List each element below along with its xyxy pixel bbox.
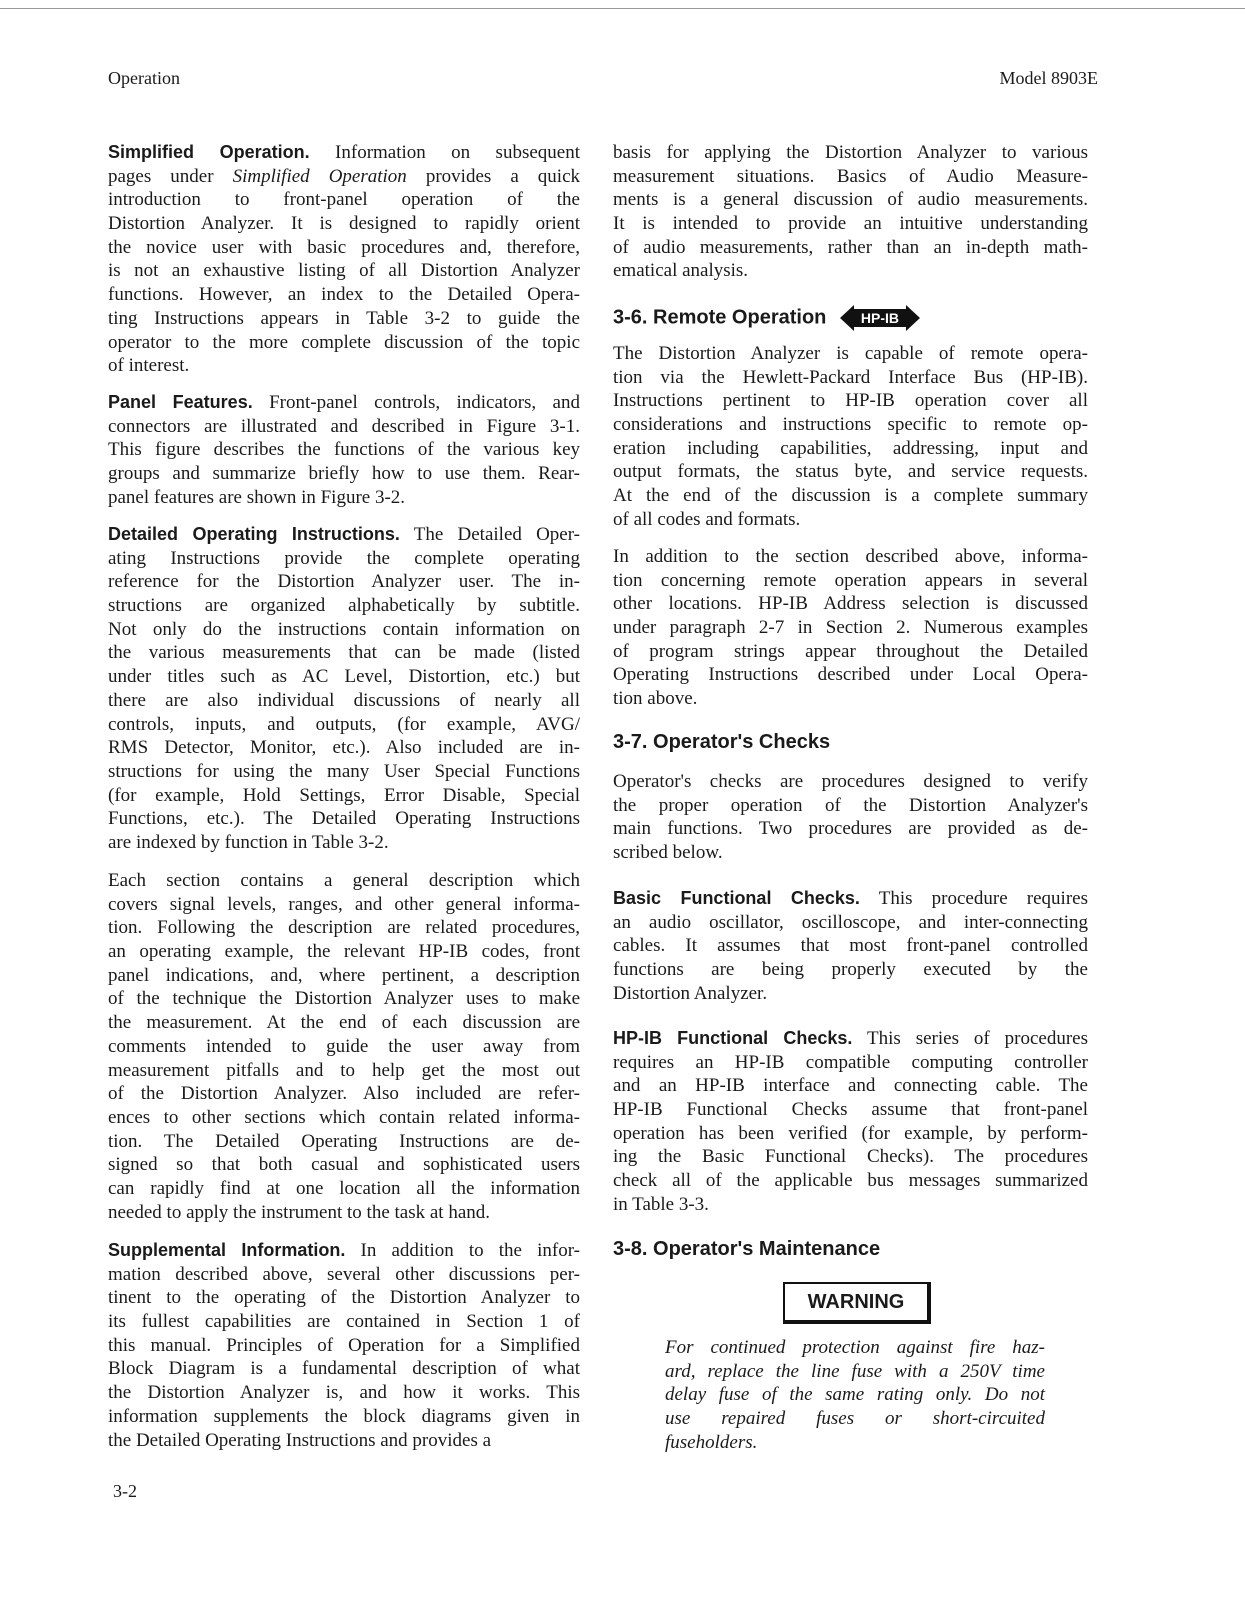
- text-segment: The Detailed Oper-: [399, 524, 580, 545]
- heading-operators-maintenance: 3-8. Operator's Maintenance: [613, 1238, 881, 1260]
- text-line: [613, 460, 1088, 484]
- text-segment: basis for applying the Distortion Analyzer to various: [613, 142, 1088, 163]
- text-segment: measurement pitfalls and to help get the most out: [108, 1059, 580, 1081]
- text-line: [108, 1239, 580, 1263]
- run-in-heading: Simplified Operation.: [108, 142, 310, 162]
- text-line: [108, 1405, 580, 1429]
- hpib-badge-label: HP-IB: [860, 310, 900, 326]
- text-line: [108, 807, 580, 831]
- text-line: [108, 831, 580, 855]
- text-line: [108, 689, 580, 713]
- text-segment: ard, replace the line fuse with a 250V time: [665, 1360, 1045, 1382]
- text-line: [108, 212, 580, 236]
- text-line: [108, 331, 580, 355]
- text-line: [613, 887, 1088, 911]
- text-line: [613, 188, 1088, 212]
- text-line: [108, 1310, 580, 1334]
- text-line: [613, 366, 1088, 390]
- text-segment: an audio oscillator, oscilloscope, and inter-connecting: [613, 911, 1088, 933]
- text-segment: can rapidly find at one location all the information: [108, 1177, 580, 1199]
- text-segment: tinent to the operating of the Distortion Analyzer to: [108, 1287, 580, 1309]
- text-line: [108, 438, 580, 462]
- text-segment: its fullest capabilities are contained in Section 1 of: [108, 1311, 580, 1333]
- text-segment: Operating Instructions described under Local Opera-: [613, 664, 1088, 686]
- text-line: [613, 212, 1088, 236]
- run-in-heading: Basic Functional Checks.: [613, 888, 860, 908]
- text-line: [108, 940, 580, 964]
- text-segment: of all codes and formats.: [613, 508, 801, 530]
- text-segment: The Distortion Analyzer is capable of remote opera-: [613, 343, 1088, 364]
- text-segment: tion via the Hewlett-Packard Interface Bus (HP-IB).: [613, 366, 1088, 388]
- para-supplemental-information: [108, 1239, 580, 1452]
- text-line: [613, 911, 1088, 935]
- text-segment: Distortion Analyzer.: [613, 982, 768, 1004]
- text-segment: controls, inputs, and outputs, (for example, AVG/: [108, 713, 580, 735]
- text-segment: of the technique the Distortion Analyzer uses to make: [108, 988, 580, 1010]
- text-segment: an operating example, the relevant HP-IB codes, front: [108, 941, 580, 963]
- para-detailed-operating-instructions: [108, 523, 580, 855]
- text-segment: At the end of the discussion is a complete summary: [613, 485, 1088, 507]
- text-line: [108, 1381, 580, 1405]
- text-line: [108, 547, 580, 571]
- text-segment: This series of procedures: [852, 1028, 1088, 1049]
- text-line: [613, 770, 1088, 794]
- text-segment: (for example, Hold Settings, Error Disable, Special: [108, 784, 580, 806]
- text-line: [613, 141, 1088, 165]
- text-line: [108, 1082, 580, 1106]
- text-line: [108, 1130, 580, 1154]
- heading-remote-operation: [613, 303, 920, 333]
- heading-remote-operation-text: 3-6. Remote Operation: [613, 306, 827, 329]
- text-segment: pages under: [108, 165, 233, 187]
- text-line: [108, 893, 580, 917]
- text-line: [108, 165, 580, 189]
- text-line: [108, 141, 580, 165]
- para-basic-functional-checks: [613, 887, 1088, 1005]
- text-line: [108, 1106, 580, 1130]
- para-basis: [613, 141, 1088, 283]
- text-line: [613, 817, 1088, 841]
- text-line: [108, 1035, 580, 1059]
- text-segment: mation described above, several other discussions per-: [108, 1263, 580, 1285]
- text-segment: ematical analysis.: [613, 260, 749, 282]
- text-segment: provides a quick: [406, 165, 581, 187]
- text-segment: comments intended to guide the user away from: [108, 1035, 580, 1057]
- text-segment: functions. However, an index to the Detailed Opera-: [108, 284, 580, 306]
- text-segment: the Distortion Analyzer is, and how it works. This: [108, 1382, 580, 1404]
- text-segment: use repaired fuses or short-circuited: [665, 1408, 1045, 1430]
- para-panel-features: [108, 391, 580, 509]
- text-segment: requires an HP-IB compatible computing controller: [613, 1051, 1088, 1073]
- text-segment: of the Distortion Analyzer. Also included are refer-: [108, 1083, 580, 1105]
- text-line: [613, 413, 1088, 437]
- text-line: [108, 391, 580, 415]
- text-line: [108, 462, 580, 486]
- text-line: [665, 1383, 1045, 1407]
- text-segment: in Table 3-3.: [613, 1193, 709, 1215]
- text-line: [613, 1051, 1088, 1075]
- text-line: [108, 641, 580, 665]
- text-line: [108, 523, 580, 547]
- text-line: [108, 354, 580, 378]
- text-segment: the novice user with basic procedures and, therefore,: [108, 236, 580, 258]
- text-line: [613, 1074, 1088, 1098]
- para-hpib-functional-checks: [613, 1027, 1088, 1217]
- text-line: [613, 1169, 1088, 1193]
- text-line: [613, 545, 1088, 569]
- text-line: [108, 618, 580, 642]
- text-line: [613, 389, 1088, 413]
- text-segment: the various measurements that can be made (listed: [108, 642, 580, 664]
- text-line: [108, 259, 580, 283]
- text-segment: reference for the Distortion Analyzer user. The in-: [108, 571, 580, 593]
- text-segment: panel indications, and, where pertinent, a description: [108, 964, 580, 986]
- text-line: [613, 958, 1088, 982]
- text-line: [613, 1098, 1088, 1122]
- text-segment: This figure describes the functions of the various key: [108, 439, 580, 461]
- text-segment: check all of the applicable bus messages summarized: [613, 1170, 1088, 1192]
- text-line: [108, 1286, 580, 1310]
- text-segment: tion above.: [613, 688, 698, 710]
- text-segment: needed to apply the instrument to the task at hand.: [108, 1201, 491, 1223]
- text-segment: functions are being properly executed by the: [613, 959, 1088, 981]
- para-operators-checks: [613, 770, 1088, 865]
- text-segment: Each section contains a general description which: [108, 870, 580, 891]
- text-line: [108, 1429, 580, 1453]
- para-each-section: [108, 869, 580, 1224]
- text-line: [613, 165, 1088, 189]
- run-in-heading: HP-IB Functional Checks.: [613, 1028, 853, 1048]
- text-segment: of program strings appear throughout the Detailed: [613, 640, 1088, 662]
- text-line: [108, 1201, 580, 1225]
- text-segment: of audio measurements, rather than an in-depth math-: [613, 236, 1088, 258]
- text-segment: this manual. Principles of Operation for a Simplified: [108, 1334, 580, 1356]
- text-segment: main functions. Two procedures are provided as de-: [613, 818, 1088, 840]
- text-segment: there are also individual discussions of nearly all: [108, 689, 580, 711]
- text-line: [613, 934, 1088, 958]
- text-segment: ting Instructions appears in Table 3-2 to guide the: [108, 307, 580, 329]
- text-line: [613, 841, 1088, 865]
- text-segment: connectors are illustrated and described in Figure 3-1.: [108, 415, 580, 437]
- text-line: [613, 1122, 1088, 1146]
- text-segment: This procedure requires: [859, 888, 1088, 909]
- text-line: [108, 665, 580, 689]
- text-segment: and an HP-IB interface and connecting cable. The: [613, 1075, 1088, 1097]
- text-segment: Block Diagram is a fundamental description of what: [108, 1358, 580, 1380]
- text-segment: For continued protection against fire haz-: [665, 1337, 1045, 1358]
- text-line: [665, 1407, 1045, 1431]
- text-line: [613, 569, 1088, 593]
- text-line: [613, 236, 1088, 260]
- text-segment: structions are organized alphabetically by subtitle.: [108, 595, 580, 617]
- text-segment: under paragraph 2-7 in Section 2. Numerous examples: [613, 617, 1088, 639]
- text-line: [108, 1263, 580, 1287]
- top-rule: [0, 8, 1245, 9]
- text-line: [108, 784, 580, 808]
- warning-box: WARNING: [783, 1282, 931, 1324]
- text-line: [613, 616, 1088, 640]
- text-segment: information supplements the block diagrams given in: [108, 1405, 580, 1427]
- text-segment: panel features are shown in Figure 3-2.: [108, 486, 406, 508]
- text-segment: under titles such as AC Level, Distortion, etc.) but: [108, 666, 580, 688]
- text-line: [613, 794, 1088, 818]
- text-segment: the proper operation of the Distortion Analyzer's: [613, 794, 1088, 816]
- text-segment: tion concerning remote operation appears in several: [613, 569, 1088, 591]
- text-line: [108, 486, 580, 510]
- text-segment: tion. The Detailed Operating Instructions are de-: [108, 1130, 580, 1152]
- text-line: [613, 1027, 1088, 1051]
- text-segment: ating Instructions provide the complete operating: [108, 547, 580, 569]
- text-segment: introduction to front-panel operation of the: [108, 189, 580, 211]
- text-line: [665, 1431, 1045, 1455]
- text-segment: measurement situations. Basics of Audio Measure-: [613, 165, 1088, 187]
- text-line: [108, 594, 580, 618]
- text-line: [108, 188, 580, 212]
- text-line: [108, 1153, 580, 1177]
- text-segment: Operator's checks are procedures designed to verify: [613, 771, 1088, 792]
- text-segment: structions for using the many User Special Functions: [108, 760, 580, 782]
- running-header-model: Model 8903E: [999, 68, 1098, 88]
- text-segment: Information on subsequent: [309, 142, 580, 163]
- run-in-heading: Detailed Operating Instructions.: [108, 524, 400, 544]
- para-remote-other-locations: [613, 545, 1088, 711]
- text-segment: groups and summarize briefly how to use them. Rear-: [108, 463, 580, 485]
- text-segment: ments is a general discussion of audio measurements.: [613, 189, 1088, 211]
- text-line: [613, 592, 1088, 616]
- text-segment: the measurement. At the end of each discussion are: [108, 1012, 580, 1034]
- text-segment: Front-panel controls, indicators, and: [252, 392, 580, 413]
- text-segment: eration including capabilities, addressing, input and: [613, 437, 1088, 459]
- page-number: 3-2: [113, 1481, 137, 1501]
- text-segment: RMS Detector, Monitor, etc.). Also included are in-: [108, 737, 580, 759]
- heading-operators-checks: 3-7. Operator's Checks: [613, 731, 831, 753]
- text-segment: HP-IB Functional Checks assume that front-panel: [613, 1099, 1088, 1121]
- text-line: [108, 736, 580, 760]
- warning-text: [665, 1336, 1045, 1454]
- text-line: [108, 1059, 580, 1083]
- text-segment: operator to the more complete discussion of the topic: [108, 331, 580, 353]
- text-line: [108, 307, 580, 331]
- text-line: [613, 259, 1088, 283]
- text-segment: tion. Following the description are related procedures,: [108, 917, 580, 939]
- text-segment: In addition to the infor-: [345, 1240, 580, 1261]
- text-line: [613, 484, 1088, 508]
- text-line: [108, 1334, 580, 1358]
- text-line: [108, 1011, 580, 1035]
- text-segment: Functions, etc.). The Detailed Operating Instructions: [108, 808, 580, 830]
- text-segment: scribed below.: [613, 842, 723, 864]
- text-line: [108, 987, 580, 1011]
- text-line: [108, 415, 580, 439]
- text-segment: is not an exhaustive listing of all Distortion Analyzer: [108, 260, 580, 282]
- text-line: [108, 713, 580, 737]
- text-line: [108, 869, 580, 893]
- run-in-heading: Panel Features.: [108, 392, 253, 412]
- text-segment: In addition to the section described above, informa-: [613, 546, 1088, 567]
- text-segment: of interest.: [108, 355, 190, 377]
- text-line: [108, 916, 580, 940]
- text-line: [613, 342, 1088, 366]
- text-segment: the Detailed Operating Instructions and provides a: [108, 1429, 492, 1451]
- text-line: [108, 760, 580, 784]
- text-segment: considerations and instructions specific to remote op-: [613, 414, 1088, 436]
- text-line: [665, 1336, 1045, 1360]
- hpib-badge-icon: [840, 303, 920, 333]
- text-segment: Not only do the instructions contain information on: [108, 618, 580, 640]
- text-line: [108, 1177, 580, 1201]
- text-segment: are indexed by function in Table 3-2.: [108, 831, 389, 853]
- text-line: [613, 508, 1088, 532]
- text-segment: cables. It assumes that most front-panel controlled: [613, 935, 1088, 957]
- text-line: [613, 437, 1088, 461]
- text-segment: fuseholders.: [665, 1431, 758, 1453]
- text-segment: operation has been verified (for example, by perform-: [613, 1122, 1088, 1144]
- text-line: [613, 1145, 1088, 1169]
- running-header-section: Operation: [108, 68, 180, 88]
- text-line: [665, 1360, 1045, 1384]
- text-segment: ing the Basic Functional Checks). The procedures: [613, 1146, 1088, 1168]
- para-remote-capability: [613, 342, 1088, 532]
- text-line: [613, 982, 1088, 1006]
- text-line: [108, 236, 580, 260]
- text-segment: signed so that both casual and sophisticated users: [108, 1154, 580, 1176]
- text-line: [613, 663, 1088, 687]
- text-segment: delay fuse of the same rating only. Do not: [665, 1384, 1045, 1406]
- text-line: [613, 640, 1088, 664]
- text-line: [108, 964, 580, 988]
- run-in-heading: Supplemental Information.: [108, 1240, 346, 1260]
- text-line: [108, 283, 580, 307]
- text-segment: Distortion Analyzer. It is designed to rapidly orient: [108, 213, 580, 235]
- text-segment: Instructions pertinent to HP-IB operation cover all: [613, 390, 1088, 412]
- text-segment: other locations. HP-IB Address selection is discussed: [613, 593, 1088, 615]
- text-segment: It is intended to provide an intuitive understanding: [613, 213, 1088, 235]
- text-line: [108, 570, 580, 594]
- text-line: [108, 1357, 580, 1381]
- text-segment: output formats, the status byte, and service requests.: [613, 461, 1088, 483]
- para-simplified-operation: [108, 141, 580, 378]
- text-segment: ences to other sections which contain related informa-: [108, 1106, 580, 1128]
- text-segment: Simplified Operation: [232, 165, 407, 187]
- text-line: [613, 1193, 1088, 1217]
- text-segment: covers signal levels, ranges, and other general informa-: [108, 893, 580, 915]
- text-line: [613, 687, 1088, 711]
